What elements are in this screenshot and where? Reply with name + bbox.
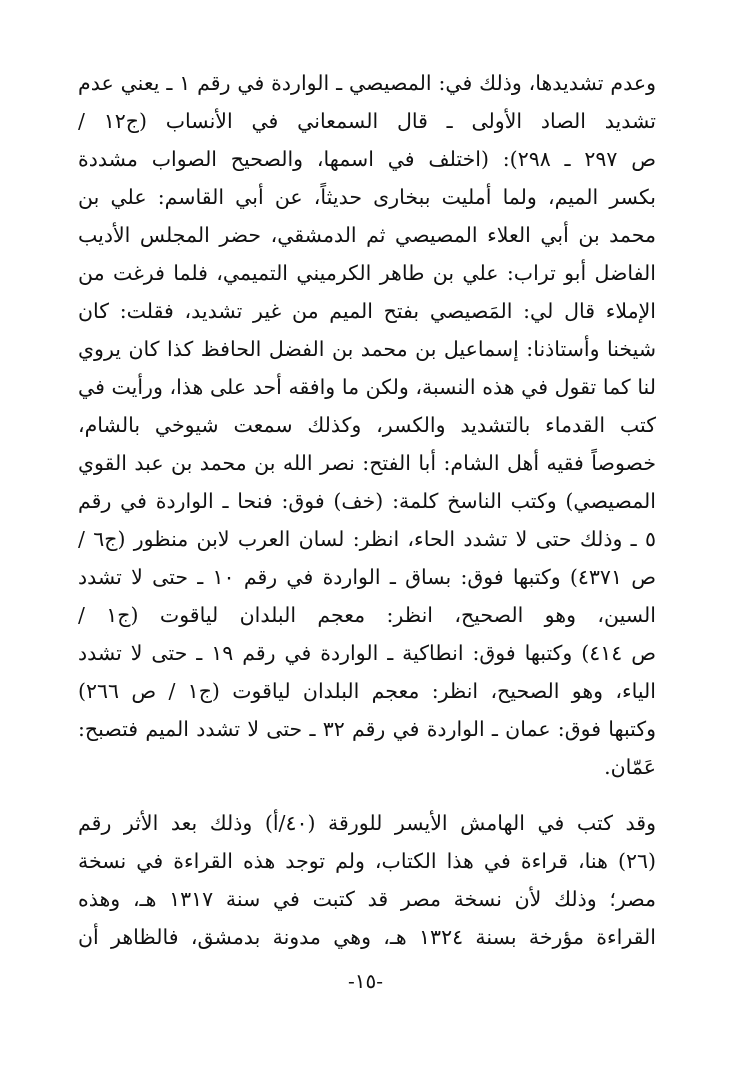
text-line: محمد بن أبي العلاء المصيصي ثم الدمشقي، حضر المجلس الأديب bbox=[78, 223, 656, 247]
text-line: القراءة مؤرخة بسنة ١٣٢٤ هـ، وهي مدونة بدمشق، فالظاهر أن bbox=[78, 925, 656, 949]
text-line: الفاضل أبو تراب: علي بن طاهر الكرميني التميمي، فلما فرغت من bbox=[78, 261, 656, 285]
text-line: (٢٦) هنا، قراءة في هذا الكتاب، ولم توجد هذه القراءة في نسخة bbox=[78, 849, 656, 873]
text-line: وكتبها فوق: عمان ـ الواردة في رقم ٣٢ ـ حتى لا تشدد الميم فتصبح: bbox=[78, 717, 656, 741]
text-line: عَمّان. bbox=[604, 755, 656, 779]
text-line: ٥ ـ وذلك حتى لا تشدد الحاء، انظر: لسان العرب لابن منظور (ج٦ / bbox=[78, 527, 656, 551]
text-line: ص ٢٩٧ ـ ٢٩٨): (اختلف في اسمها، والصحيح الصواب مشددة bbox=[78, 147, 656, 171]
paragraph-footnote-notes bbox=[78, 64, 656, 786]
text-line: لنا كما تقول في هذه النسبة، ولكن ما وافقه أحد على هذا، ورأيت في bbox=[78, 375, 656, 399]
text-line: تشديد الصاد الأولى ـ قال السمعاني في الأنساب (ج١٢ / bbox=[78, 109, 656, 133]
text-line: الياء، وهو الصحيح، انظر: معجم البلدان لياقوت (ج١ / ص ٢٦٦) bbox=[78, 679, 656, 703]
text-line: كتب القدماء بالتشديد والكسر، وكذلك سمعت شيوخي بالشام، bbox=[78, 413, 656, 437]
page-number: -١٥- bbox=[347, 969, 383, 993]
text-line: ص ٤٣٧١) وكتبها فوق: بساق ـ الواردة في رقم ١٠ ـ حتى لا تشدد bbox=[78, 565, 656, 589]
text-line: وعدم تشديدها، وذلك في: المصيصي ـ الواردة في رقم ١ ـ يعني عدم bbox=[78, 71, 656, 95]
text-line: السين، وهو الصحيح، انظر: معجم البلدان لياقوت (ج١ / bbox=[78, 603, 656, 627]
text-line: خصوصاً فقيه أهل الشام: أبا الفتح: نصر الله بن محمد بن عبد القوي bbox=[78, 451, 656, 475]
text-line: المصيصي) وكتب الناسخ كلمة: (خف) فوق: فنحا ـ الواردة في رقم bbox=[78, 489, 656, 513]
paragraph-margin-note bbox=[78, 804, 656, 956]
text-line: مصر؛ وذلك لأن نسخة مصر قد كتبت في سنة ١٣١٧ هـ، وهذه bbox=[78, 887, 656, 911]
text-line: ص ٤١٤) وكتبها فوق: انطاكية ـ الواردة في رقم ١٩ ـ حتى لا تشدد bbox=[78, 641, 656, 665]
text-line: الإملاء قال لي: المَصيصي بفتح الميم من غير تشديد، فقلت: كان bbox=[78, 299, 656, 323]
text-line: شيخنا وأستاذنا: إسماعيل بن محمد بن الفضل الحافظ كذا كان يروي bbox=[78, 337, 656, 361]
text-line: بكسر الميم، ولما أمليت ببخارى حديثاً، عن أبي القاسم: علي بن bbox=[78, 185, 656, 209]
text-line: وقد كتب في الهامش الأيسر للورقة (٤٠/أ) وذلك بعد الأثر رقم bbox=[78, 811, 656, 835]
